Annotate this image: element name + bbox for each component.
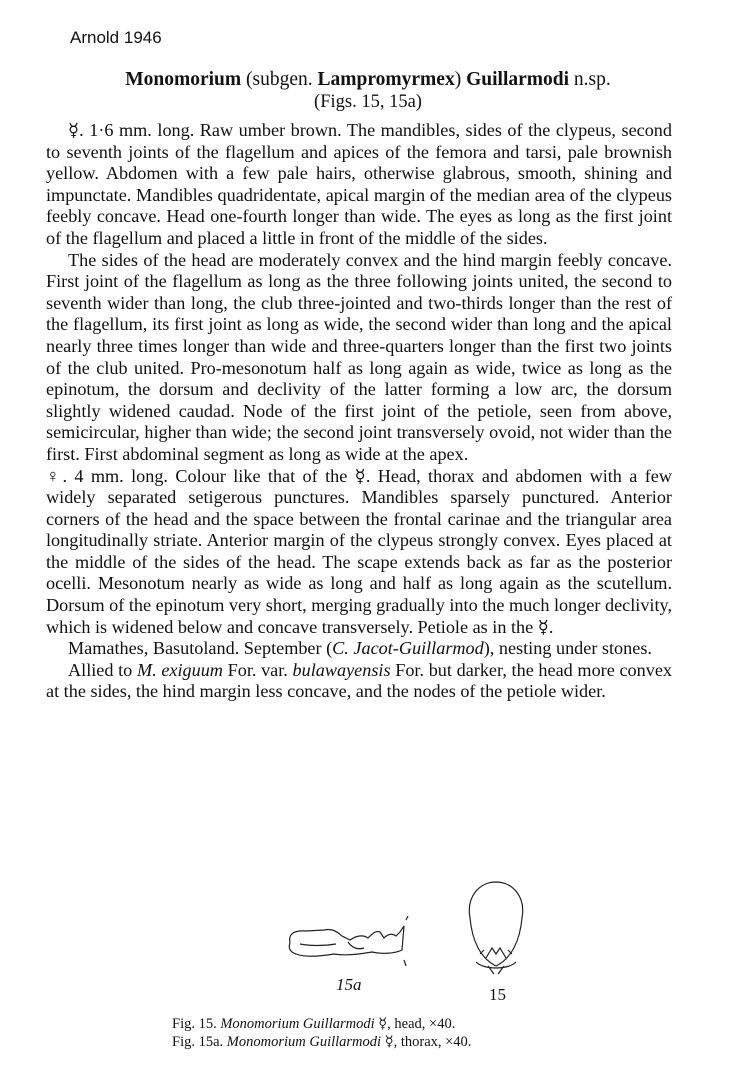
species-name: Guillarmodi — [466, 69, 570, 90]
allied-text-2: For. var. — [222, 659, 293, 680]
subgen-close: ) — [454, 69, 467, 90]
female-description: ♀. 4 mm. long. Colour like that of the ☿. Head, thorax and abdomen with a few widely separated setigerous punctures. Mandibles sparsely punctured. Anterior corners of the head and the space between the frontal carinae and the triangular area longitudinally striate. Anterior margin of the clypeus strongly convex. Eyes placed at the middle of the sides of the head. The scape extends back as far as the posterior ocelli. Mesonotum nearly as wide as long and half as long again as the scutellum. Dorsum of the epinotum very short, merging gradually into the much longer declivity, which is widened below and concave transversely. Petiole as in the ☿. — [46, 465, 672, 637]
thorax-drawing — [289, 916, 408, 966]
caption-fig-15a — [172, 1034, 471, 1051]
figure-label-15a: 15a — [336, 975, 362, 994]
locality-text: Mamathes, Basutoland. September ( — [68, 638, 333, 659]
allied-text: Allied to — [68, 659, 137, 680]
caption-prefix: Fig. 15a. — [172, 1034, 227, 1050]
caption-suffix: ☿, thorax, ×40. — [381, 1034, 472, 1050]
page-header: Arnold 1946 — [70, 28, 162, 47]
description-body — [46, 120, 672, 703]
species-title — [40, 68, 696, 92]
caption-prefix: Fig. 15. — [172, 1016, 221, 1032]
figure-label-15: 15 — [489, 985, 506, 1004]
subgen-open: (subgen. — [241, 69, 318, 90]
allied-species: M. exiguum — [136, 659, 223, 680]
subgenus-name: Lampromyrmex — [317, 69, 455, 90]
worker-description: ☿. 1·6 mm. long. Raw umber brown. The mandibles, sides of the clypeus, second to seventh joints of the flagellum and apices of the femora and tarsi, pale brownish yellow. Abdomen with a few pale hairs, otherwise glabrous, smooth, shining and impunctate. Mandibles quadridentate, apical margin of the median area of the clypeus feebly concave. Head one-fourth longer than wide. The eyes as long as the first joint of the flagellum and placed a little in front of the middle of the sides. — [46, 120, 672, 248]
locality-paragraph — [46, 638, 672, 660]
caption-species: Monomorium Guillarmodi — [220, 1016, 375, 1032]
head-drawing — [469, 882, 522, 974]
figure-reference: (Figs. 15, 15a) — [314, 92, 422, 112]
caption-suffix: ☿, head, ×40. — [374, 1016, 456, 1032]
genus-name: Monomorium — [125, 69, 242, 90]
caption-fig-15 — [172, 1016, 455, 1033]
allied-variety: bulawayensis — [292, 659, 391, 680]
caption-species: Monomorium Guillarmodi — [226, 1034, 382, 1050]
allied-text-3: For. but darker, the head more convex at the sides, the hind margin less concave, and the nodes of the petiole wider. — [46, 659, 672, 702]
collector-name: C. Jacot-Guillarmod — [332, 638, 484, 659]
locality-text-end: ), nesting under stones. — [483, 638, 652, 659]
head-description: The sides of the head are moderately convex and the hind margin feebly concave. First joint of the flagellum as long as the three following joints united, the second to seventh wider than long, the club three-jointed and two-thirds longer than the rest of the flagellum, its first joint as long as wide, the second wider than long and the apical nearly three times longer than wide and three-quarters longer than the first two joints of the club united. Pro-mesonotum half as long again as wide, twice as long as the epinotum, the dorsum and declivity of the latter forming a low arc, the dorsum slightly widened caudad. Node of the first joint of the petiole, seen from above, semicircular, higher than wide; the second joint transversely ovoid, not wider than the first. First abdominal segment as long as wide at the apex. — [46, 249, 672, 464]
specimen-drawings — [280, 878, 560, 1008]
new-species-mark: n.sp. — [569, 69, 611, 90]
allied-paragraph — [46, 660, 672, 703]
